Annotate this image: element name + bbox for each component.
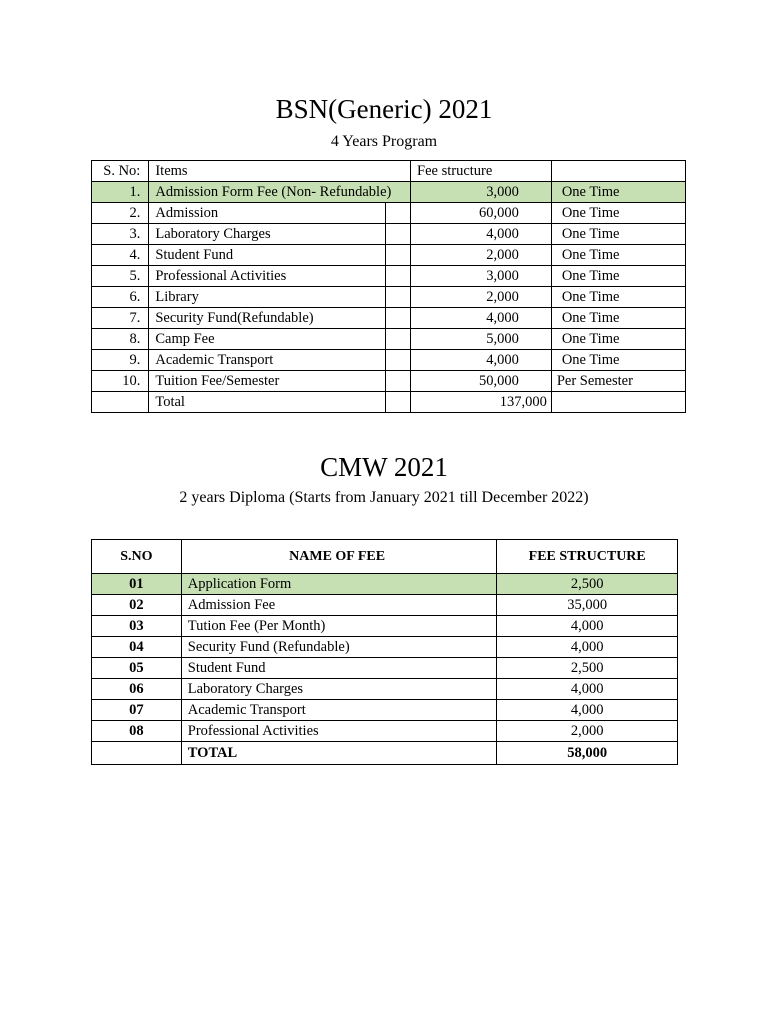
total-row [92, 742, 678, 765]
row-blank-cell [385, 266, 410, 287]
row-fee-name: Student Fund [181, 658, 497, 679]
header-items: Items [149, 161, 411, 182]
table-row [92, 371, 686, 392]
table-row [92, 266, 686, 287]
row-sno: 4. [92, 245, 149, 266]
row-fee: 2,000 [497, 721, 678, 742]
row-fee: 4,000 [497, 616, 678, 637]
row-sno: 04 [92, 637, 182, 658]
row-sno: 6. [92, 287, 149, 308]
row-sno: 03 [92, 616, 182, 637]
row-sno: 07 [92, 700, 182, 721]
row-item: Academic Transport [149, 350, 385, 371]
row-sno: 3. [92, 224, 149, 245]
row-fee: 4,000 [411, 308, 552, 329]
table-row [92, 203, 686, 224]
row-fee: 2,500 [497, 658, 678, 679]
row-frequency: One Time [551, 224, 685, 245]
header-fee: Fee structure [411, 161, 552, 182]
total-fee: 58,000 [497, 742, 678, 765]
row-item: Admission Form Fee (Non- Refundable) [149, 182, 411, 203]
row-item: Camp Fee [149, 329, 385, 350]
row-item: Security Fund(Refundable) [149, 308, 385, 329]
total-label: Total [149, 392, 385, 413]
row-sno: 02 [92, 595, 182, 616]
header-sno: S.NO [92, 540, 182, 574]
row-sno: 5. [92, 266, 149, 287]
row-sno: 06 [92, 679, 182, 700]
row-fee: 4,000 [411, 350, 552, 371]
table-row [92, 182, 686, 203]
row-item: Admission [149, 203, 385, 224]
row-fee-name: Admission Fee [181, 595, 497, 616]
row-item: Student Fund [149, 245, 385, 266]
row-fee-name: Laboratory Charges [181, 679, 497, 700]
row-fee: 4,000 [411, 224, 552, 245]
row-sno: 2. [92, 203, 149, 224]
table-row [92, 329, 686, 350]
total-sno-blank [92, 392, 149, 413]
table-row [92, 595, 678, 616]
table-row [92, 700, 678, 721]
row-fee: 60,000 [411, 203, 552, 224]
table-header-row [92, 161, 686, 182]
row-fee: 4,000 [497, 679, 678, 700]
row-frequency: One Time [551, 266, 685, 287]
cmw-fee-table [91, 539, 678, 765]
table-row [92, 721, 678, 742]
row-sno: 1. [92, 182, 149, 203]
row-item: Laboratory Charges [149, 224, 385, 245]
row-fee: 4,000 [497, 637, 678, 658]
row-frequency: One Time [551, 182, 685, 203]
row-frequency: One Time [551, 329, 685, 350]
header-frequency [551, 161, 685, 182]
header-sno: S. No: [92, 161, 149, 182]
row-sno: 7. [92, 308, 149, 329]
row-item: Tuition Fee/Semester [149, 371, 385, 392]
row-sno: 08 [92, 721, 182, 742]
row-fee-name: Professional Activities [181, 721, 497, 742]
table-row [92, 616, 678, 637]
row-fee: 5,000 [411, 329, 552, 350]
row-blank-cell [385, 203, 410, 224]
row-blank-cell [385, 287, 410, 308]
row-frequency: One Time [551, 287, 685, 308]
table-row [92, 287, 686, 308]
row-blank-cell [385, 308, 410, 329]
cmw-subtitle: 2 years Diploma (Starts from January 2021 till December 2022) [179, 489, 589, 506]
row-frequency: One Time [551, 308, 685, 329]
row-blank-cell [385, 329, 410, 350]
row-fee-name: Security Fund (Refundable) [181, 637, 497, 658]
row-blank-cell [385, 371, 410, 392]
total-blank-cell [385, 392, 410, 413]
table-row [92, 574, 678, 595]
row-item: Library [149, 287, 385, 308]
total-sno-blank [92, 742, 182, 765]
table-row [92, 658, 678, 679]
row-fee: 50,000 [411, 371, 552, 392]
row-blank-cell [385, 350, 410, 371]
table-row [92, 350, 686, 371]
row-frequency: One Time [551, 350, 685, 371]
header-name-of-fee: NAME OF FEE [181, 540, 497, 574]
total-frequency-blank [551, 392, 685, 413]
header-fee-structure: FEE STRUCTURE [497, 540, 678, 574]
row-fee: 2,000 [411, 287, 552, 308]
row-frequency: Per Semester [551, 371, 685, 392]
row-sno: 9. [92, 350, 149, 371]
row-sno: 10. [92, 371, 149, 392]
row-frequency: One Time [551, 245, 685, 266]
row-sno: 01 [92, 574, 182, 595]
row-fee: 3,000 [411, 266, 552, 287]
cmw-title: CMW 2021 [320, 452, 448, 482]
row-fee: 4,000 [497, 700, 678, 721]
bsn-subtitle: 4 Years Program [330, 133, 438, 150]
table-header-row [92, 540, 678, 574]
bsn-title: BSN(Generic) 2021 [275, 94, 493, 124]
total-row [92, 392, 686, 413]
row-blank-cell [385, 245, 410, 266]
row-fee-name: Academic Transport [181, 700, 497, 721]
table-row [92, 679, 678, 700]
row-fee-name: Application Form [181, 574, 497, 595]
table-row [92, 637, 678, 658]
row-item: Professional Activities [149, 266, 385, 287]
total-label: TOTAL [181, 742, 497, 765]
row-blank-cell [385, 224, 410, 245]
row-frequency: One Time [551, 203, 685, 224]
total-fee: 137,000 [411, 392, 552, 413]
row-fee: 35,000 [497, 595, 678, 616]
row-fee: 2,500 [497, 574, 678, 595]
bsn-fee-table [91, 160, 686, 413]
row-sno: 8. [92, 329, 149, 350]
table-row [92, 308, 686, 329]
row-fee: 3,000 [411, 182, 552, 203]
table-row [92, 224, 686, 245]
table-row [92, 245, 686, 266]
row-sno: 05 [92, 658, 182, 679]
row-fee: 2,000 [411, 245, 552, 266]
row-fee-name: Tution Fee (Per Month) [181, 616, 497, 637]
